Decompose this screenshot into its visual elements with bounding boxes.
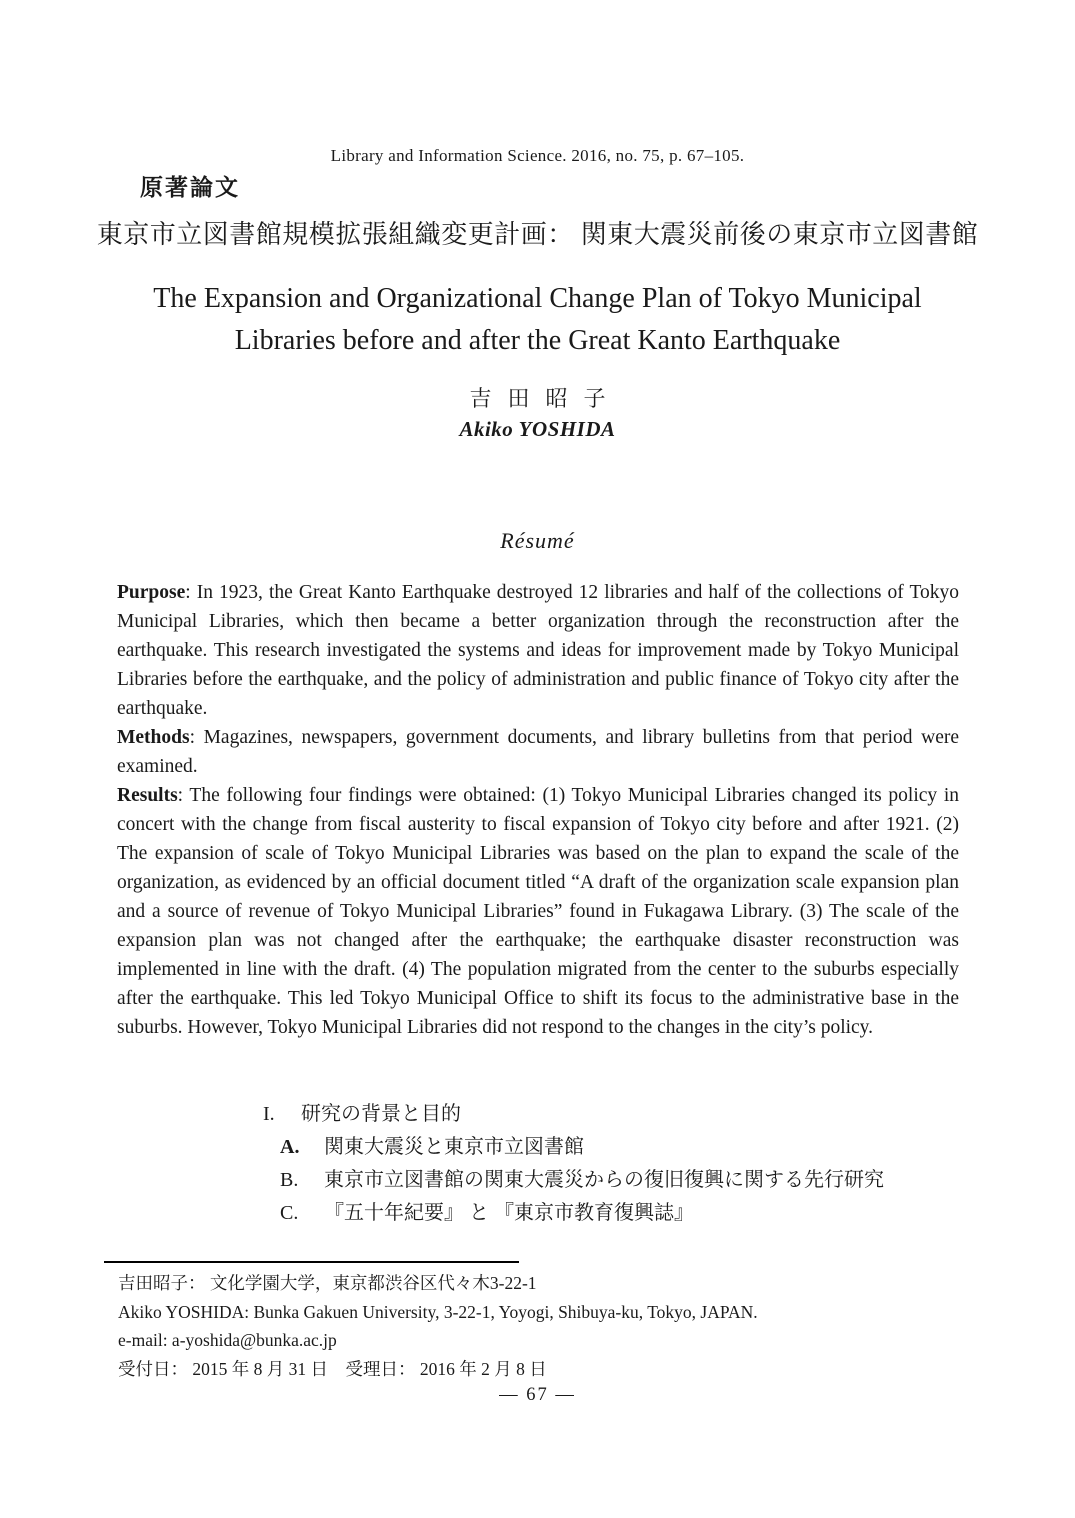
footnote-divider bbox=[104, 1261, 519, 1263]
footnote-block bbox=[118, 1269, 958, 1383]
footnote-affiliation-japanese: 吉田昭子： 文化学園大学，東京都渋谷区代々木3-22-1 bbox=[118, 1273, 537, 1293]
abstract-methods-label: Methods bbox=[117, 727, 190, 748]
abstract-results-label: Results bbox=[117, 785, 178, 806]
author-name-english: Akiko YOSHIDA bbox=[459, 417, 616, 441]
outline-section-number: I. bbox=[263, 1103, 275, 1125]
outline-item-a bbox=[280, 1131, 884, 1164]
abstract-purpose-text: : In 1923, the Great Kanto Earthquake destroyed 12 libraries and half of the collections of Tokyo Municipal Libraries, which then became a better organization through the reconstruction after the earthquake. This research investigated the systems and ideas for improvement made by Tokyo Municipal Libraries before the earthquake, and the policy of administration and public finance of Tokyo city after the earthquake. bbox=[117, 582, 959, 719]
outline-item-a-text: 関東大震災と東京市立図書館 bbox=[324, 1136, 584, 1158]
outline-item-c-letter: C. bbox=[280, 1202, 299, 1224]
outline-item-b-letter: B. bbox=[280, 1169, 299, 1191]
abstract-heading: Résumé bbox=[500, 528, 575, 553]
footnote-received-accepted-dates: 受付日： 2015 年 8 月 31 日 受理日： 2016 年 2 月 8 日 bbox=[118, 1358, 547, 1379]
outline-item-c bbox=[280, 1197, 884, 1230]
article-title-english-line2: Libraries before and after the Great Kanto Earthquake bbox=[234, 325, 841, 356]
footnote-affiliation-english: Akiko YOSHIDA: Bunka Gakuen University, 3-22-1, Yoyogi, Shibuya-ku, Tokyo, JAPAN. bbox=[118, 1301, 758, 1322]
outline-item-c-text: 『五十年紀要』 と 『東京市教育復興誌』 bbox=[324, 1202, 694, 1224]
abstract-results-paragraph bbox=[117, 781, 959, 1042]
article-title-english bbox=[0, 278, 1075, 362]
outline-item-a-letter: A. bbox=[280, 1136, 300, 1158]
abstract-methods-paragraph bbox=[117, 723, 959, 781]
article-type-label: 原著論文 bbox=[140, 175, 240, 201]
footnote-email: e-mail: a-yoshida@bunka.ac.jp bbox=[118, 1330, 337, 1350]
article-title-japanese: 東京市立図書館規模拡張組織変更計画： 関東大震災前後の東京市立図書館 bbox=[96, 220, 979, 249]
abstract-body bbox=[117, 578, 959, 1042]
journal-running-head: Library and Information Science. 2016, no. 75, p. 67–105. bbox=[330, 146, 745, 165]
abstract-methods-text: : Magazines, newspapers, government documents, and library bulletins from that period were examined. bbox=[117, 727, 959, 777]
outline-section-title: 研究の背景と目的 bbox=[301, 1103, 461, 1125]
outline-item-b bbox=[280, 1164, 884, 1197]
outline-item-b-text: 東京市立図書館の関東大震災からの復旧復興に関する先行研究 bbox=[324, 1169, 884, 1191]
abstract-purpose-label: Purpose bbox=[117, 582, 186, 603]
outline-section-heading bbox=[263, 1098, 884, 1131]
page-number: — 67 — bbox=[499, 1385, 576, 1405]
article-title-english-line1: The Expansion and Organizational Change Plan of Tokyo Municipal bbox=[153, 283, 922, 314]
abstract-results-text: : The following four findings were obtained: (1) Tokyo Municipal Libraries changed its policy in concert with the change from fiscal austerity to fiscal expansion of Tokyo city before and after 1921. (2) The expansion of scale of Tokyo Municipal Libraries was based on the plan to expand the scale of the organization, as evidenced by an official document titled “A draft of the organization scale expansion plan and a source of revenue of Tokyo Municipal Libraries” found in Fukagawa Library. (3) The scale of the expansion plan was not changed after the earthquake; the earthquake disaster reconstruction was implemented in line with the draft. (4) The population migrated from the center to the suburbs especially after the earthquake. This led Tokyo Municipal Office to shift its focus to the administrative base in the suburbs. However, Tokyo Municipal Libraries did not respond to the changes in the city’s policy. bbox=[117, 785, 959, 1038]
table-of-contents bbox=[263, 1098, 884, 1230]
author-name-japanese: 吉田昭子 bbox=[469, 386, 622, 411]
abstract-purpose-paragraph bbox=[117, 578, 959, 723]
